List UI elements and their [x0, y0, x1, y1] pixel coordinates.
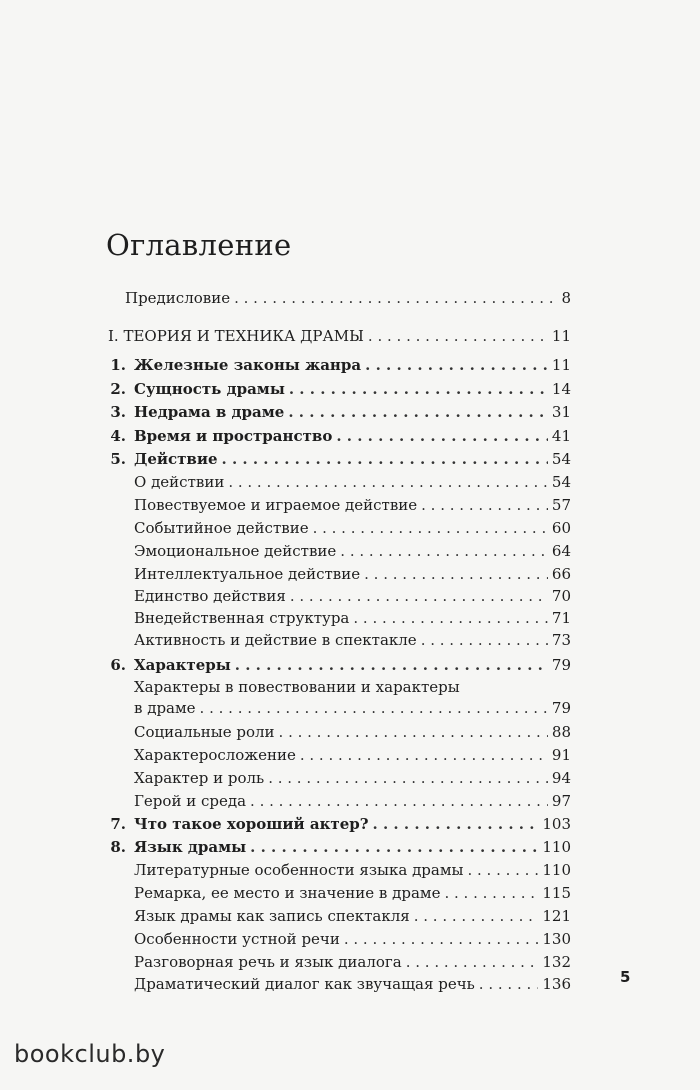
toc-label: Сущность драмы [134, 380, 285, 398]
dot-leader [200, 698, 548, 718]
toc-page: 54 [551, 450, 571, 468]
toc-label: Единство действия [134, 587, 286, 605]
dot-leader [479, 974, 539, 994]
dot-leader [365, 355, 548, 375]
toc-entry-chapter[interactable] [134, 379, 571, 399]
toc-page: 136 [542, 975, 571, 993]
chapter-number: 3. [110, 403, 126, 421]
page-title: Оглавление [106, 228, 292, 262]
toc-page: 130 [542, 930, 571, 948]
toc-entry-section[interactable] [134, 608, 571, 628]
toc-entry-section[interactable] [134, 768, 571, 788]
toc-label: Действие [134, 450, 218, 468]
dot-leader [289, 379, 548, 399]
toc-entry-chapter[interactable] [134, 837, 571, 857]
toc-label: Эмоциональное действие [134, 542, 337, 560]
toc-entry-section[interactable] [134, 906, 571, 926]
dot-leader [421, 630, 548, 650]
toc-label: Характер и роль [134, 769, 265, 787]
toc-page: 54 [551, 473, 571, 491]
toc-label: Характеры [134, 656, 231, 674]
toc-entry-chapter[interactable] [134, 355, 571, 375]
toc-entry-section[interactable] [134, 860, 571, 880]
toc-entry-part[interactable] [108, 326, 571, 346]
toc-page: 14 [551, 380, 571, 398]
dot-leader [340, 541, 548, 561]
toc-label: Ремарка, ее место и значение в драме [134, 884, 441, 902]
chapter-number: 6. [110, 656, 126, 674]
toc-page: 60 [551, 519, 571, 537]
dot-leader [344, 929, 539, 949]
toc-page: 31 [551, 403, 571, 421]
toc-page: 88 [551, 723, 571, 741]
toc-entry-section[interactable] [134, 698, 571, 718]
toc-page: 132 [542, 953, 571, 971]
dot-leader [228, 472, 548, 492]
dot-leader [406, 952, 539, 972]
chapter-number: 8. [110, 838, 126, 856]
page-number: 5 [620, 968, 631, 986]
toc-page: 41 [551, 427, 571, 445]
toc-entry-section[interactable] [134, 541, 571, 561]
toc-label: Активность и действие в спектакле [134, 631, 417, 649]
toc-entry-section[interactable] [134, 791, 571, 811]
toc-page: 110 [542, 838, 571, 856]
toc-page: 91 [551, 746, 571, 764]
toc-entry-chapter[interactable] [134, 814, 571, 834]
toc-page: 94 [551, 769, 571, 787]
toc-label: I. ТЕОРИЯ И ТЕХНИКА ДРАМЫ [108, 327, 364, 345]
toc-label: Драматический диалог как звучащая речь [134, 975, 475, 993]
dot-leader [421, 495, 548, 515]
toc-entry-chapter[interactable] [134, 426, 571, 446]
dot-leader [250, 791, 548, 811]
toc-entry-preface[interactable] [125, 288, 571, 308]
toc-page: 110 [542, 861, 571, 879]
toc-entry-chapter[interactable] [134, 449, 571, 469]
dot-leader [279, 722, 548, 742]
chapter-number: 2. [110, 380, 126, 398]
toc-label: Характеросложение [134, 746, 296, 764]
toc-entry-section[interactable] [134, 495, 571, 515]
toc-label: Интеллектуальное действие [134, 565, 361, 583]
dot-leader [250, 837, 538, 857]
chapter-number: 5. [110, 450, 126, 468]
toc-page: 11 [551, 356, 571, 374]
chapter-number: 7. [110, 815, 126, 833]
dot-leader [222, 449, 548, 469]
dot-leader [288, 402, 548, 422]
toc-entry-section[interactable] [134, 974, 571, 994]
toc-entry-section[interactable] [134, 564, 571, 584]
toc-entry-section[interactable] [134, 518, 571, 538]
dot-leader [290, 586, 548, 606]
toc-label: Время и пространство [134, 427, 333, 445]
toc-page: 11 [551, 327, 571, 345]
toc-page: 79 [551, 656, 571, 674]
toc-page: 121 [542, 907, 571, 925]
toc-label: О действии [134, 473, 225, 491]
dot-leader [268, 768, 548, 788]
toc-page: 8 [561, 289, 571, 307]
toc-label: Социальные роли [134, 723, 275, 741]
toc-entry-section[interactable] [134, 586, 571, 606]
toc-label: Герой и среда [134, 792, 247, 810]
dot-leader [234, 288, 557, 308]
dot-leader [444, 883, 538, 903]
chapter-number: 4. [110, 427, 126, 445]
toc-page: 73 [551, 631, 571, 649]
toc-label: Язык драмы как запись спектакля [134, 907, 410, 925]
toc-label: Повествуемое и играемое действие [134, 496, 418, 514]
toc-page: 71 [551, 609, 571, 627]
toc-label-line1: Характеры в повествовании и характеры [134, 678, 460, 696]
chapter-number: 1. [110, 356, 126, 374]
toc-page: 70 [551, 587, 571, 605]
toc-label: Недрама в драме [134, 403, 285, 421]
toc-label: Язык драмы [134, 838, 247, 856]
toc-entry-section[interactable] [134, 745, 571, 765]
toc-entry-section[interactable] [134, 472, 571, 492]
toc-entry-section[interactable] [134, 722, 571, 742]
toc-entry-section[interactable] [134, 883, 571, 903]
toc-label: Железные законы жанра [134, 356, 362, 374]
toc-label: Событийное действие [134, 519, 309, 537]
toc-label: Предисловие [125, 289, 231, 307]
toc-page: 66 [551, 565, 571, 583]
toc-page: 97 [551, 792, 571, 810]
toc-entry-chapter[interactable] [134, 655, 571, 675]
toc-label: Разговорная речь и язык диалога [134, 953, 402, 971]
toc-entry-section[interactable] [134, 929, 571, 949]
dot-leader [313, 518, 548, 538]
toc-entry-section[interactable] [134, 630, 571, 650]
toc-label: Литературные особенности языка драмы [134, 861, 464, 879]
toc-page: 57 [551, 496, 571, 514]
toc-label: Особенности устной речи [134, 930, 340, 948]
toc-entry-section[interactable] [134, 952, 571, 972]
dot-leader [364, 564, 548, 584]
watermark: bookclub.by [14, 1040, 166, 1068]
dot-leader [373, 814, 539, 834]
toc-page: 115 [542, 884, 571, 902]
dot-leader [467, 860, 538, 880]
toc-page: 103 [542, 815, 571, 833]
toc-label: в драме [134, 699, 196, 717]
dot-leader [368, 326, 548, 346]
toc-entry-chapter[interactable] [134, 402, 571, 422]
dot-leader [235, 655, 548, 675]
dot-leader [414, 906, 539, 926]
toc-page: 79 [551, 699, 571, 717]
toc-page: 64 [551, 542, 571, 560]
dot-leader [353, 608, 548, 628]
dot-leader [336, 426, 548, 446]
toc-label: Внедейственная структура [134, 609, 350, 627]
dot-leader [300, 745, 548, 765]
toc-label: Что такое хороший актер? [134, 815, 369, 833]
